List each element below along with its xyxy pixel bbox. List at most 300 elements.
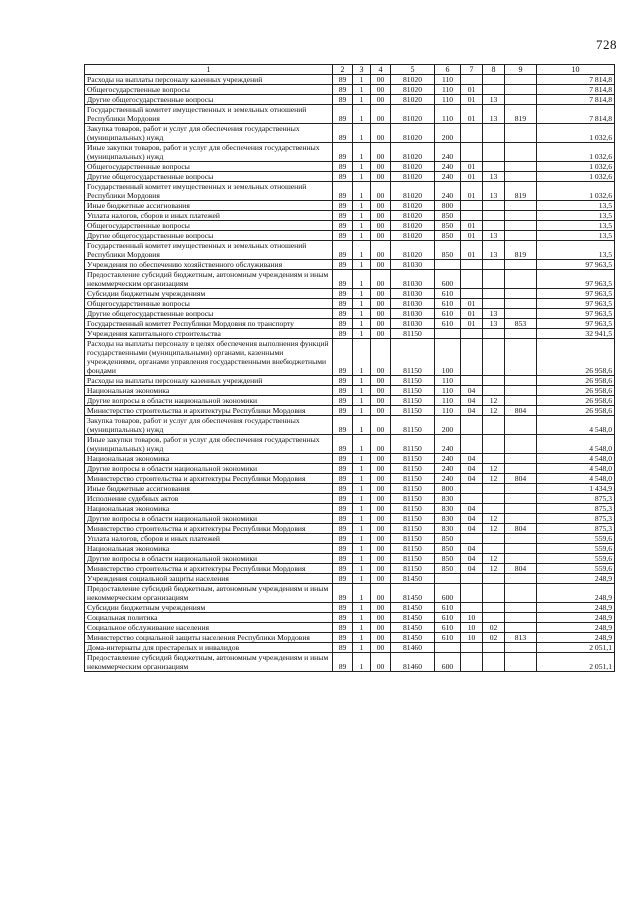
- code-cell: 13: [483, 231, 505, 241]
- code-cell: 10: [461, 633, 483, 643]
- amount-cell: 875,3: [537, 494, 615, 504]
- table-row: [85, 653, 615, 672]
- code-cell: [505, 95, 537, 105]
- code-cell: 00: [371, 376, 391, 386]
- code-cell: [461, 494, 483, 504]
- code-cell: 819: [505, 105, 537, 124]
- code-cell: 04: [461, 564, 483, 574]
- code-cell: 81020: [391, 162, 435, 172]
- code-cell: [505, 514, 537, 524]
- amount-cell: 1 032,6: [537, 162, 615, 172]
- code-cell: [505, 613, 537, 623]
- amount-cell: 2 051,1: [537, 643, 615, 653]
- code-cell: [483, 85, 505, 95]
- code-cell: 02: [483, 623, 505, 633]
- code-cell: [505, 231, 537, 241]
- code-cell: 89: [333, 643, 353, 653]
- code-cell: [505, 124, 537, 143]
- table-row: [85, 289, 615, 299]
- code-cell: 00: [371, 514, 391, 524]
- row-name-cell: Иные бюджетные ассигнования: [85, 484, 333, 494]
- code-cell: 13: [483, 95, 505, 105]
- row-name-cell: Предоставление субсидий бюджетным, автономным учреждениям и иным некоммерческим организациям: [85, 270, 333, 289]
- code-cell: [461, 435, 483, 454]
- row-name-cell: Национальная экономика: [85, 454, 333, 464]
- code-cell: 89: [333, 260, 353, 270]
- code-cell: 04: [461, 524, 483, 534]
- table-row: [85, 564, 615, 574]
- amount-cell: 248,9: [537, 623, 615, 633]
- code-cell: 10: [461, 613, 483, 623]
- code-cell: 01: [461, 319, 483, 329]
- code-cell: 01: [461, 221, 483, 231]
- code-cell: 800: [435, 484, 461, 494]
- code-cell: [461, 124, 483, 143]
- code-cell: 1: [353, 75, 371, 85]
- header-cell: 6: [435, 65, 461, 75]
- code-cell: 89: [333, 554, 353, 564]
- amount-cell: 7 814,8: [537, 85, 615, 95]
- row-name-cell: Учреждения социальной защиты населения: [85, 574, 333, 584]
- code-cell: 89: [333, 633, 353, 643]
- code-cell: 81020: [391, 85, 435, 95]
- amount-cell: 7 814,8: [537, 95, 615, 105]
- code-cell: [483, 289, 505, 299]
- code-cell: 00: [371, 289, 391, 299]
- code-cell: [461, 339, 483, 376]
- code-cell: 1: [353, 241, 371, 260]
- code-cell: 00: [371, 504, 391, 514]
- code-cell: 00: [371, 386, 391, 396]
- amount-cell: 1 032,6: [537, 143, 615, 162]
- code-cell: [461, 416, 483, 435]
- table-row: [85, 544, 615, 554]
- code-cell: 89: [333, 396, 353, 406]
- code-cell: [483, 435, 505, 454]
- code-cell: 89: [333, 416, 353, 435]
- budget-table: [84, 64, 615, 672]
- code-cell: 1: [353, 396, 371, 406]
- code-cell: 12: [483, 564, 505, 574]
- row-name-cell: Социальное обслуживание населения: [85, 623, 333, 633]
- row-name-cell: Расходы на выплаты персоналу казенных учреждений: [85, 75, 333, 85]
- code-cell: 1: [353, 211, 371, 221]
- table-body: [85, 75, 615, 672]
- code-cell: 89: [333, 309, 353, 319]
- code-cell: 1: [353, 623, 371, 633]
- code-cell: 89: [333, 221, 353, 231]
- table-row: [85, 386, 615, 396]
- code-cell: 1: [353, 406, 371, 416]
- code-cell: 1: [353, 584, 371, 603]
- code-cell: [505, 494, 537, 504]
- table-row: [85, 376, 615, 386]
- amount-cell: 97 963,5: [537, 309, 615, 319]
- amount-cell: 1 032,6: [537, 124, 615, 143]
- row-name-cell: Иные закупки товаров, работ и услуг для обеспечения государственных (муниципальных) нужд: [85, 143, 333, 162]
- code-cell: 240: [435, 172, 461, 182]
- code-cell: 89: [333, 172, 353, 182]
- amount-cell: 1 032,6: [537, 182, 615, 201]
- code-cell: 100: [435, 339, 461, 376]
- code-cell: 89: [333, 406, 353, 416]
- code-cell: 110: [435, 105, 461, 124]
- table-row: [85, 182, 615, 201]
- code-cell: [461, 584, 483, 603]
- row-name-cell: Общегосударственные вопросы: [85, 299, 333, 309]
- code-cell: 00: [371, 105, 391, 124]
- code-cell: 81150: [391, 464, 435, 474]
- code-cell: 89: [333, 534, 353, 544]
- code-cell: 1: [353, 172, 371, 182]
- code-cell: 240: [435, 464, 461, 474]
- code-cell: 81030: [391, 309, 435, 319]
- code-cell: 1: [353, 260, 371, 270]
- code-cell: 110: [435, 85, 461, 95]
- table-row: [85, 172, 615, 182]
- code-cell: 89: [333, 544, 353, 554]
- code-cell: [505, 162, 537, 172]
- code-cell: 1: [353, 564, 371, 574]
- amount-cell: 97 963,5: [537, 270, 615, 289]
- code-cell: 1: [353, 309, 371, 319]
- code-cell: 89: [333, 574, 353, 584]
- row-name-cell: Другие вопросы в области национальной экономики: [85, 464, 333, 474]
- amount-cell: 97 963,5: [537, 260, 615, 270]
- table-row: [85, 85, 615, 95]
- code-cell: 1: [353, 221, 371, 231]
- code-cell: 01: [461, 105, 483, 124]
- code-cell: 00: [371, 633, 391, 643]
- code-cell: [461, 376, 483, 386]
- code-cell: 00: [371, 416, 391, 435]
- code-cell: 00: [371, 406, 391, 416]
- row-name-cell: Министерство строительства и архитектуры Республики Мордовия: [85, 474, 333, 484]
- code-cell: 89: [333, 105, 353, 124]
- code-cell: 89: [333, 603, 353, 613]
- table-row: [85, 633, 615, 643]
- row-name-cell: Уплата налогов, сборов и иных платежей: [85, 211, 333, 221]
- amount-cell: 248,9: [537, 603, 615, 613]
- code-cell: [461, 260, 483, 270]
- row-name-cell: Государственный комитет имущественных и земельных отношений Республики Мордовия: [85, 182, 333, 201]
- amount-cell: 7 814,8: [537, 105, 615, 124]
- code-cell: 110: [435, 75, 461, 85]
- code-cell: [483, 534, 505, 544]
- code-cell: 81150: [391, 396, 435, 406]
- code-cell: [461, 211, 483, 221]
- code-cell: [505, 484, 537, 494]
- code-cell: 00: [371, 474, 391, 484]
- table-row: [85, 484, 615, 494]
- code-cell: 01: [461, 309, 483, 319]
- code-cell: [483, 584, 505, 603]
- code-cell: 610: [435, 623, 461, 633]
- code-cell: 600: [435, 270, 461, 289]
- amount-cell: 875,3: [537, 514, 615, 524]
- code-cell: 89: [333, 564, 353, 574]
- code-cell: 00: [371, 584, 391, 603]
- code-cell: 04: [461, 544, 483, 554]
- code-cell: [483, 221, 505, 231]
- code-cell: 81020: [391, 211, 435, 221]
- row-name-cell: Государственный комитет имущественных и земельных отношений Республики Мордовия: [85, 241, 333, 260]
- code-cell: [505, 376, 537, 386]
- row-name-cell: Министерство социальной защиты населения Республики Мордовия: [85, 633, 333, 643]
- amount-cell: 559,6: [537, 554, 615, 564]
- code-cell: 04: [461, 396, 483, 406]
- code-cell: 00: [371, 534, 391, 544]
- code-cell: 10: [461, 623, 483, 633]
- code-cell: 1: [353, 201, 371, 211]
- code-cell: 04: [461, 514, 483, 524]
- code-cell: 850: [435, 534, 461, 544]
- code-cell: 89: [333, 454, 353, 464]
- table-row: [85, 623, 615, 633]
- code-cell: 1: [353, 494, 371, 504]
- row-name-cell: Другие вопросы в области национальной экономики: [85, 396, 333, 406]
- code-cell: 1: [353, 504, 371, 514]
- table-row: [85, 241, 615, 260]
- row-name-cell: Национальная экономика: [85, 504, 333, 514]
- table-row: [85, 603, 615, 613]
- code-cell: 00: [371, 319, 391, 329]
- table-row: [85, 435, 615, 454]
- code-cell: [483, 574, 505, 584]
- code-cell: 89: [333, 494, 353, 504]
- amount-cell: 13,5: [537, 241, 615, 260]
- budget-table-container: [84, 64, 615, 672]
- code-cell: 81150: [391, 386, 435, 396]
- code-cell: 81020: [391, 241, 435, 260]
- code-cell: 1: [353, 329, 371, 339]
- code-cell: 81020: [391, 231, 435, 241]
- code-cell: 04: [461, 386, 483, 396]
- code-cell: 04: [461, 554, 483, 564]
- code-cell: 81150: [391, 406, 435, 416]
- code-cell: 1: [353, 484, 371, 494]
- amount-cell: 13,5: [537, 211, 615, 221]
- code-cell: 89: [333, 524, 353, 534]
- code-cell: 89: [333, 386, 353, 396]
- code-cell: 81150: [391, 339, 435, 376]
- code-cell: 850: [435, 221, 461, 231]
- code-cell: 1: [353, 474, 371, 484]
- code-cell: 89: [333, 241, 353, 260]
- row-name-cell: Министерство строительства и архитектуры Республики Мордовия: [85, 406, 333, 416]
- header-cell: 3: [353, 65, 371, 75]
- code-cell: 1: [353, 514, 371, 524]
- code-cell: 1: [353, 289, 371, 299]
- table-row: [85, 231, 615, 241]
- table-row: [85, 514, 615, 524]
- code-cell: 12: [483, 514, 505, 524]
- amount-cell: 559,6: [537, 544, 615, 554]
- code-cell: 89: [333, 201, 353, 211]
- code-cell: 819: [505, 241, 537, 260]
- code-cell: 01: [461, 299, 483, 309]
- table-row: [85, 474, 615, 484]
- code-cell: 13: [483, 309, 505, 319]
- row-name-cell: Расходы на выплаты персоналу в целях обеспечения выполнения функций государственными (муниципальными) органами, казенными учреждениями, органами управления государственными внебюджетными фондами: [85, 339, 333, 376]
- code-cell: 89: [333, 464, 353, 474]
- amount-cell: 4 548,0: [537, 416, 615, 435]
- code-cell: 110: [435, 396, 461, 406]
- code-cell: 00: [371, 494, 391, 504]
- code-cell: [505, 339, 537, 376]
- code-cell: 1: [353, 544, 371, 554]
- code-cell: 89: [333, 182, 353, 201]
- table-row: [85, 260, 615, 270]
- amount-cell: 7 814,8: [537, 75, 615, 85]
- code-cell: 81030: [391, 319, 435, 329]
- table-row: [85, 162, 615, 172]
- code-cell: 04: [461, 464, 483, 474]
- row-name-cell: Министерство строительства и архитектуры Республики Мордовия: [85, 564, 333, 574]
- code-cell: [505, 584, 537, 603]
- code-cell: 81150: [391, 514, 435, 524]
- code-cell: 200: [435, 124, 461, 143]
- code-cell: 00: [371, 85, 391, 95]
- code-cell: [505, 464, 537, 474]
- code-cell: [505, 172, 537, 182]
- code-cell: 850: [435, 564, 461, 574]
- code-cell: [483, 339, 505, 376]
- code-cell: 81150: [391, 435, 435, 454]
- code-cell: 610: [435, 633, 461, 643]
- code-cell: [505, 386, 537, 396]
- code-cell: 00: [371, 182, 391, 201]
- row-name-cell: Социальная политика: [85, 613, 333, 623]
- code-cell: [505, 201, 537, 211]
- code-cell: [505, 643, 537, 653]
- amount-cell: 248,9: [537, 613, 615, 623]
- table-row: [85, 454, 615, 464]
- code-cell: 81020: [391, 75, 435, 85]
- code-cell: [461, 574, 483, 584]
- code-cell: 853: [505, 319, 537, 329]
- code-cell: 1: [353, 231, 371, 241]
- table-row: [85, 329, 615, 339]
- page-number: 728: [596, 37, 617, 52]
- amount-cell: 4 548,0: [537, 435, 615, 454]
- amount-cell: 248,9: [537, 633, 615, 643]
- code-cell: 00: [371, 143, 391, 162]
- code-cell: 00: [371, 270, 391, 289]
- code-cell: [505, 574, 537, 584]
- code-cell: 81020: [391, 95, 435, 105]
- code-cell: [483, 613, 505, 623]
- code-cell: [483, 454, 505, 464]
- code-cell: [461, 201, 483, 211]
- code-cell: 00: [371, 564, 391, 574]
- code-cell: 89: [333, 623, 353, 633]
- code-cell: 04: [461, 474, 483, 484]
- code-cell: 81020: [391, 172, 435, 182]
- code-cell: 12: [483, 464, 505, 474]
- code-cell: 110: [435, 95, 461, 105]
- code-cell: 200: [435, 416, 461, 435]
- code-cell: 1: [353, 416, 371, 435]
- code-cell: 240: [435, 182, 461, 201]
- amount-cell: 4 548,0: [537, 474, 615, 484]
- code-cell: 00: [371, 613, 391, 623]
- code-cell: 04: [461, 504, 483, 514]
- code-cell: 850: [435, 554, 461, 564]
- row-name-cell: Субсидии бюджетным учреждениям: [85, 603, 333, 613]
- code-cell: 1: [353, 653, 371, 672]
- code-cell: 813: [505, 633, 537, 643]
- table-row: [85, 339, 615, 376]
- code-cell: 12: [483, 406, 505, 416]
- code-cell: 81150: [391, 329, 435, 339]
- code-cell: 13: [483, 182, 505, 201]
- code-cell: 00: [371, 623, 391, 633]
- row-name-cell: Министерство строительства и архитектуры Республики Мордовия: [85, 524, 333, 534]
- row-name-cell: Другие общегосударственные вопросы: [85, 309, 333, 319]
- table-row: [85, 534, 615, 544]
- code-cell: 850: [435, 544, 461, 554]
- code-cell: 81150: [391, 416, 435, 435]
- code-cell: 89: [333, 289, 353, 299]
- code-cell: 81460: [391, 653, 435, 672]
- code-cell: 89: [333, 231, 353, 241]
- table-row: [85, 416, 615, 435]
- code-cell: [483, 211, 505, 221]
- amount-cell: 26 958,6: [537, 339, 615, 376]
- code-cell: 00: [371, 454, 391, 464]
- code-cell: [483, 544, 505, 554]
- code-cell: 01: [461, 231, 483, 241]
- row-name-cell: Национальная экономика: [85, 544, 333, 554]
- amount-cell: 13,5: [537, 231, 615, 241]
- code-cell: [505, 299, 537, 309]
- table-row: [85, 143, 615, 162]
- code-cell: [483, 162, 505, 172]
- code-cell: 00: [371, 396, 391, 406]
- table-row: [85, 574, 615, 584]
- code-cell: 00: [371, 124, 391, 143]
- code-cell: 89: [333, 435, 353, 454]
- code-cell: [483, 643, 505, 653]
- row-name-cell: Другие вопросы в области национальной экономики: [85, 554, 333, 564]
- code-cell: 110: [435, 386, 461, 396]
- code-cell: [505, 75, 537, 85]
- code-cell: 610: [435, 603, 461, 613]
- header-cell: 5: [391, 65, 435, 75]
- row-name-cell: Закупка товаров, работ и услуг для обеспечения государственных (муниципальных) нужд: [85, 124, 333, 143]
- row-name-cell: Другие общегосударственные вопросы: [85, 95, 333, 105]
- code-cell: [483, 201, 505, 211]
- code-cell: 1: [353, 554, 371, 564]
- code-cell: [461, 270, 483, 289]
- code-cell: 81150: [391, 504, 435, 514]
- table-row: [85, 201, 615, 211]
- code-cell: 00: [371, 201, 391, 211]
- code-cell: [483, 124, 505, 143]
- code-cell: 610: [435, 319, 461, 329]
- code-cell: 00: [371, 653, 391, 672]
- code-cell: 89: [333, 124, 353, 143]
- code-cell: [505, 504, 537, 514]
- code-cell: 12: [483, 524, 505, 534]
- code-cell: [483, 386, 505, 396]
- row-name-cell: Другие вопросы в области национальной экономики: [85, 514, 333, 524]
- code-cell: 89: [333, 143, 353, 162]
- code-cell: 89: [333, 299, 353, 309]
- code-cell: 00: [371, 162, 391, 172]
- code-cell: 12: [483, 474, 505, 484]
